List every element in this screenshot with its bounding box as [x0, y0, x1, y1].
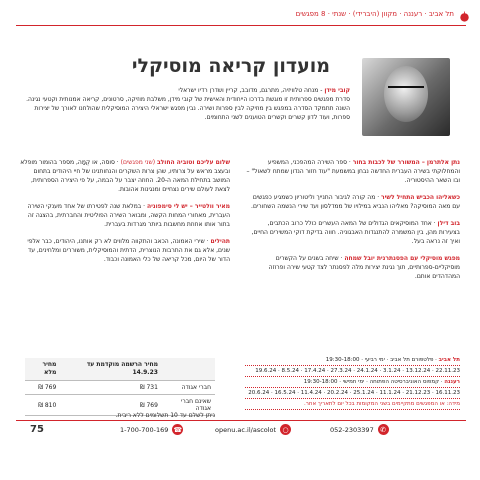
topic-heading: מאיר וולטייר – יש לי סימפוניה	[146, 203, 230, 210]
topic-item	[15, 202, 230, 229]
schedule-raanana-dates: 16.11.23 · 21.12.23 · 11.1.24 · 25.1.24 · 20.2.24 · 11.4.24 · 16.5.24 · 20.6.24	[245, 388, 460, 399]
topic-item	[245, 193, 460, 211]
footer-phone-1[interactable]	[330, 424, 389, 435]
phone-icon: ☎	[173, 425, 183, 434]
topic-heading: נתן אלתרמן – המשורר של לכבות בחור	[352, 159, 460, 166]
price-table-header	[25, 358, 215, 381]
topic-heading: שלום עליכם וטוביה החולב	[157, 159, 230, 166]
schedule-raanana-info	[245, 377, 460, 388]
phone-2-text: 1-700-700-169	[120, 425, 169, 434]
topic-item	[245, 219, 460, 246]
schedule-tel-aviv-info	[245, 355, 460, 366]
header-text: תל אביב · רעננה · מקוון (היברידי) · שנתי · 8 מפגשים	[295, 10, 454, 18]
mobile-phone-icon: ✆	[378, 424, 389, 435]
topic-heading: כשאליהו הכביש התחיל לשיר	[381, 194, 460, 201]
topic-text: · מה קורה לגיבור התנייך וליטוריון כשמגיע כפגשים עם מאה המוסיקה? מאליהו הנביא במילויו של ממדלסון ועד שירי הנשמה השחורים.	[251, 194, 460, 210]
price-regular: 769 ₪	[25, 381, 60, 395]
installments-note: ניתן לשלם עד 10 תשלומים ללא ריבית.	[115, 412, 215, 419]
page-number: 75	[30, 424, 44, 435]
intro-body: סדרת מפגשים ספרותית זו מוגשת בדרכו הייחודית והאישית של קובי מידן, משלבת מוזיקה, סרטונים, קריאה אמנותית וקטעי נגינה. השנה תתמקד הסדרה במפגש בין מוזיקה לבין ספרות ושירה. נבין מפגש ישראלי היצירה המוסיקלית שהולחנו לאורך של יצירות ספרות, ועוד לדון קשרים וקשרים הטוענים לשני התחומים.	[26, 96, 350, 121]
price-header-early: מחיר הרשמה מוקדמת עד 14.9.23	[60, 358, 162, 381]
topic-text: · סוסה, או קְמָה, מספר בהומור מופלא ובעצב מראש על צרותיו, שהן צרות השקרים והנחותנינו של חיי היהודים בתחום המושב בתחילת המאה ה-20. החוזה יצבר על הבמה, על פי היצירה הספרותית, לצאת לעולם שירים נצחיים ומנגינות אהובות.	[20, 159, 230, 193]
topic-text: · ספר השירה המהפכני, המשפיע והמחלוקתי בשירה העברית החדשה נבחן במשמעת "עוד חזור הנדון שמתח לשאול" – ובו השאר ההיסטוריה.	[246, 159, 460, 184]
lecturer-title: - מנחה טלוויזיה, מתרגם, מדובב, קריין ושדרן רדיו ישראלי	[178, 87, 325, 94]
intro-paragraph	[20, 86, 350, 122]
topic-item	[245, 254, 460, 281]
topic-heading: בוב דילן	[437, 220, 460, 227]
schedule-note: מידה: או המפגשים מתקיימים בשני המקומות בכל יום לתאריך אחר.	[245, 399, 460, 410]
portrait-face	[384, 66, 428, 122]
topics-right-column	[245, 158, 460, 289]
portrait-glasses	[388, 86, 424, 94]
footer-divider	[16, 420, 466, 421]
topic-heading: מפגש מוסיקלי עם הפסנתרנית יובל שמחה	[344, 255, 460, 262]
footer-website[interactable]	[215, 424, 291, 435]
price-table-corner	[162, 358, 215, 381]
lecturer-name: קובי מידן	[324, 87, 350, 94]
lecturer-photo	[362, 58, 450, 136]
phone-1-text: 052-2303397	[330, 425, 374, 434]
topic-heading: תהילים	[210, 238, 230, 245]
topic-text: · במלאת שנה לפטירתו של אחד מענקי השירה העברית, מאחורי המחות הקשה, ומבואר השירה הפוליטית והחברתית, בהצגה זה בתור אותו אחוזת מחשבות ביותר מגרדות בעברית.	[27, 203, 230, 228]
tel-aviv-details: · פלטפורם תל אביב · ימי רביעי · 19:30-18:00	[325, 357, 439, 363]
price-early: 769 ₪	[60, 395, 162, 416]
price-header-regular: מחיר מלא	[25, 358, 60, 381]
location-tel-aviv: תל אביב	[438, 357, 460, 363]
raanana-details: · קמפוס האוניברסיטה הפתוחה · ימי חמישי · 19:30-18:00	[303, 379, 445, 385]
globe-icon: ○	[280, 424, 291, 435]
price-table	[25, 358, 215, 416]
price-early: 731 ₪	[60, 381, 162, 395]
location-raanana: רעננה	[444, 379, 460, 385]
topic-text: · שירי האמונה, הכאב והתקווה מלווים לא רק אותנו, היהודים, כבר אלפי שנים, אלא גם את התרבות הנוצרית, הדתית והמוסיקלית, משוררים ומלחינים, עד הדור של היום, מכל קריאה של כלי האמונה וכבוד.	[27, 238, 230, 263]
topic-heading-note: (שני מפגשים)	[120, 159, 157, 166]
price-row-label: חברי אגודה	[162, 381, 215, 395]
topic-text: · אחד המוסיקאים הגדולים של המאה העשרים כולל כרוב הכתבים, בצעירות מהן, בין המשמרה להתנגדות האבגוניה. חווה בדיקת דוקי המשירים החיים, ואיך זה נראה בעל.	[251, 220, 460, 245]
website-text: openu.ac.il/ascolot	[215, 425, 277, 434]
topic-text: · שיחה בשנים על הקשרים מוסיקליים-ספרותיים, תוך נגינת יצירות מלה לפסנתר לצד קטעי שירה ופרוזה המהדהדים אותם.	[268, 255, 460, 280]
header-divider	[16, 25, 466, 26]
price-row-label: שאינם חברי אגודה	[162, 395, 215, 416]
schedule-box	[245, 355, 460, 410]
apple-icon	[459, 11, 470, 22]
topic-item	[15, 237, 230, 264]
page-header	[0, 0, 480, 28]
topic-item	[15, 158, 230, 194]
table-row	[25, 381, 215, 395]
topics-left-column	[15, 158, 230, 272]
price-regular: 810 ₪	[25, 395, 60, 416]
footer-phone-2[interactable]	[120, 424, 183, 435]
topic-item	[245, 158, 460, 185]
schedule-tel-aviv-dates: 22.11.23 · 13.12.24 · 3.1.24 · 24.1.24 · 27.3.24 · 17.4.24 · 8.5.24 · 19.6.24	[245, 366, 460, 377]
page-title: מועדון קריאה מוסיקלי	[131, 55, 330, 77]
